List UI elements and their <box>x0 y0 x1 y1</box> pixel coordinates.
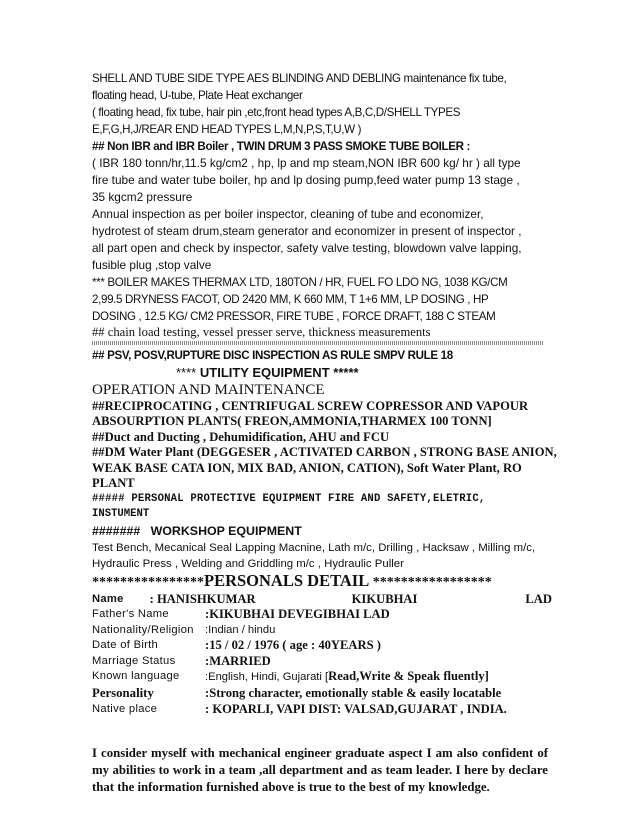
detail-row-language <box>92 669 552 686</box>
utility-title <box>92 364 552 382</box>
detail-row-marriage <box>92 654 552 670</box>
detail-label: Nationality/Religion <box>92 623 194 636</box>
psv-heading: ## PSV, POSV,RUPTURE DISC INSPECTION AS RULE SMPV RULE 18 <box>92 348 453 362</box>
detail-row-name <box>92 592 552 608</box>
detail-row-native <box>92 702 552 718</box>
personal-title-text: PERSONALS DETAIL <box>204 570 370 590</box>
personal-section <box>92 572 552 718</box>
text-line: 35 kgcm2 pressure <box>92 190 193 204</box>
text-line: INSTUMENT <box>92 508 150 520</box>
detail-label: Known language <box>92 670 180 683</box>
detail-row-father <box>92 607 552 623</box>
detail-value: :Indian / hindu <box>205 623 276 636</box>
detail-value: : KOPARLI, VAPI DIST: VALSAD,GUJARAT , INDIA. <box>205 701 507 716</box>
detail-label: Marriage Status <box>92 654 176 667</box>
boiler-section <box>92 138 552 341</box>
detail-value: :MARRIED <box>205 653 271 668</box>
personal-title <box>92 572 552 592</box>
detail-label: Date of Birth <box>92 639 159 652</box>
detail-value: : HANISHKUMAR KIKUBHAI LAD <box>149 591 552 606</box>
text-line: DOSING , 12.5 KG/ CM2 PRESSOR, FIRE TUBE , FORCE DRAFT, 188 C STEAM <box>92 310 496 323</box>
text-line: ( IBR 180 tonn/hr,11.5 kg/cm2 , hp, lp and mp steam,NON IBR 600 kg/ hr ) all type <box>92 156 521 170</box>
declaration-line: my abilities to work in a team ,all department and as team leader. I here by declare <box>92 763 548 778</box>
stars-left: **************** <box>92 574 204 590</box>
text-line: Annual inspection as per boiler inspector, cleaning of tube and economizer, <box>92 207 484 221</box>
detail-value: :English, Hindi, Gujarati [Read,Write & Speak fluently] <box>205 669 489 684</box>
workshop-title: WORKSHOP EQUIPMENT <box>150 523 302 538</box>
workshop-heading <box>92 523 552 540</box>
text-line: *** BOILER MAKES THERMAX LTD, 180TON / HR, FUEL FO LDO NG, 1038 KG/CM <box>92 276 508 289</box>
stars-right: ***** <box>333 364 359 380</box>
detail-label: Father's Name <box>92 608 169 621</box>
text-line: ABSOURPTION PLANTS( FREON,AMMONIA,THARMEX 100 TONN] <box>92 414 492 428</box>
dotted-divider <box>92 341 544 345</box>
ppe-heading: ##### PERSONAL PROTECTIVE EQUIPMENT FIRE AND SAFETY,ELETRIC, <box>92 492 486 505</box>
text-line: hydrotest of steam drum,steam generator and economizer in present of inspector , <box>92 224 522 238</box>
text-line: SHELL AND TUBE SIDE TYPE AES BLINDING AND DEBLING maintenance fix tube, <box>92 72 507 85</box>
boiler-heading: ## Non IBR and IBR Boiler , TWIN DRUM 3 PASS SMOKE TUBE BOILER : <box>92 140 471 153</box>
detail-row-personality <box>92 686 552 702</box>
text-line: PLANT <box>92 476 135 490</box>
detail-label: Personality <box>92 686 154 701</box>
detail-row-dob <box>92 638 552 654</box>
text-line: fusible plug ,stop valve <box>92 258 212 272</box>
text-line: WEAK BASE CATA ION, MIX BAD, ANION, CATION), Soft Water Plant, RO <box>92 460 522 475</box>
detail-value: :KIKUBHAI DEVEGIBHAI LAD <box>205 607 390 622</box>
heat-exchanger-section <box>92 70 552 138</box>
resume-page <box>92 70 557 796</box>
text-line: ## chain load testing, vessel presser serve, thickness measurements <box>92 325 431 339</box>
text-line: fire tube and water tube boiler, hp and lp dosing pump,feed water pump 13 stage , <box>92 173 520 187</box>
detail-value: :15 / 02 / 1976 ( age : 40YEARS ) <box>205 638 381 653</box>
declaration-paragraph <box>92 745 548 796</box>
text-line: floating head, U-tube, Plate Heat exchanger <box>92 89 303 102</box>
text-line: all part open and check by inspector, safety valve testing, blowdown valve lapping, <box>92 241 522 255</box>
text-line: E,F,G,H,J/REAR END HEAD TYPES L,M,N,P,S,T,U,W ) <box>92 123 362 136</box>
operation-heading: OPERATION AND MAINTENANCE <box>92 381 325 398</box>
text-line: ( floating head, fix tube, hair pin ,etc,front head types A,B,C,D/SHELL TYPES <box>92 106 461 119</box>
text-line: ##Duct and Ducting , Dehumidification, AHU and FCU <box>92 429 390 444</box>
stars-left: **** <box>176 364 197 380</box>
stars-right: ***************** <box>372 574 492 590</box>
workshop-hash: ####### <box>92 523 141 538</box>
declaration-line: I consider myself with mechanical engineer graduate aspect I am also confident of <box>92 746 548 761</box>
text-line: 2,99.5 DRYNESS FACOT, OD 2420 MM, K 660 MM, T 1+6 MM, LP DOSING , HP <box>92 293 489 306</box>
utility-title-text: UTILITY EQUIPMENT <box>199 364 330 380</box>
text-line: Hydraulic Press , Welding and Griddling m/c , Hydraulic Puller <box>92 557 404 570</box>
utility-section <box>92 364 557 572</box>
declaration-line: that the information furnished above is true to the best of my knowledge. <box>92 780 490 795</box>
detail-value: :Strong character, emotionally stable & easily locatable <box>205 686 502 701</box>
text-line: ##DM Water Plant (DEGGESER , ACTIVATED CARBON , STRONG BASE ANION, <box>92 445 557 459</box>
detail-label: Native place <box>92 702 158 715</box>
text-line: ##RECIPROCATING , CENTRIFUGAL SCREW COPRESSOR AND VAPOUR <box>92 398 529 413</box>
detail-row-nationality <box>92 623 552 639</box>
text-line: Test Bench, Mecanical Seal Lapping Macnine, Lath m/c, Drilling , Hacksaw , Milling m/c, <box>92 541 536 554</box>
detail-label: Name <box>92 592 124 605</box>
